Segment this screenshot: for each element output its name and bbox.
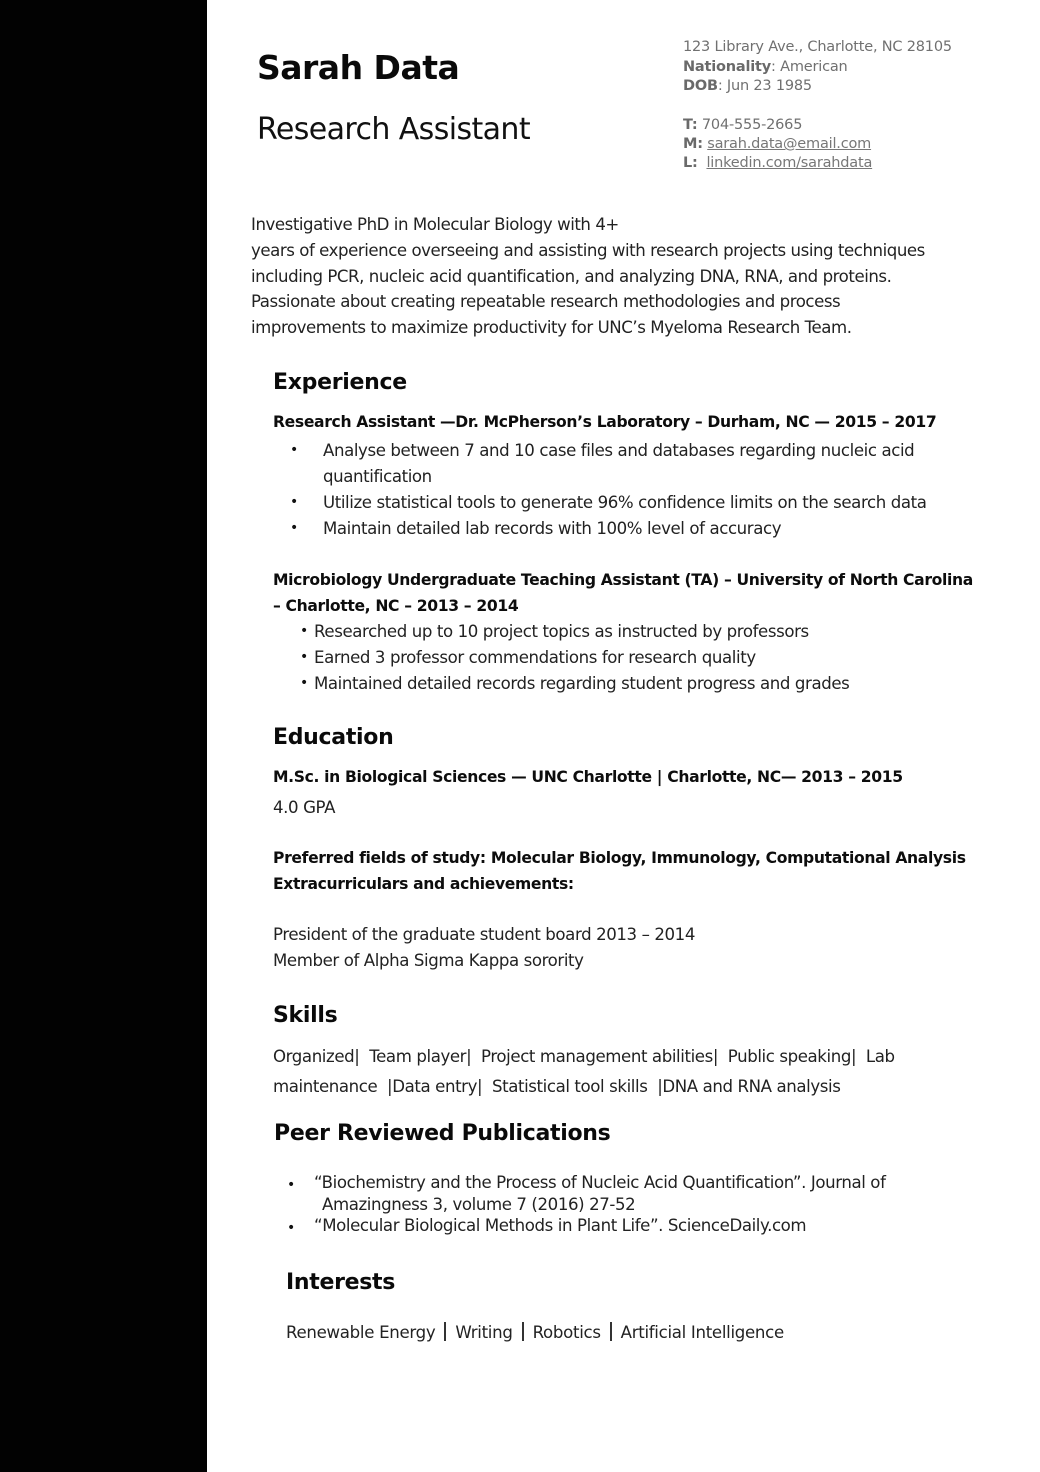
linkedin-label: L: bbox=[683, 155, 698, 171]
job-bullet: Utilize statistical tools to generate 96% confidence limits on the search data bbox=[323, 493, 927, 512]
preferred-fields: Preferred fields of study: Molecular Biology, Immunology, Computational Analysis bbox=[273, 849, 966, 867]
degree: M.Sc. in Biological Sciences — UNC Charlotte | Charlotte, NC— 2013 – 2015 bbox=[273, 768, 903, 786]
job-bullet-continuation: quantification bbox=[323, 467, 432, 486]
interests-heading: Interests bbox=[286, 1270, 396, 1295]
linkedin bbox=[683, 154, 872, 173]
separator bbox=[444, 1322, 446, 1341]
job-title: Research Assistant —Dr. McPherson’s Laboratory – Durham, NC — 2015 – 2017 bbox=[273, 413, 937, 431]
publication-item: “Biochemistry and the Process of Nucleic Acid Quantification”. Journal of bbox=[314, 1173, 886, 1192]
achievement-item: Member of Alpha Sigma Kappa sorority bbox=[273, 951, 584, 970]
address: 123 Library Ave., Charlotte, NC 28105 bbox=[683, 39, 952, 55]
summary-line: Investigative PhD in Molecular Biology with 4+ bbox=[251, 215, 619, 234]
email-link[interactable]: sarah.data@email.com bbox=[707, 136, 872, 152]
candidate-title: Research Assistant bbox=[257, 112, 531, 147]
job-bullet: Earned 3 professor commendations for research quality bbox=[314, 648, 756, 667]
summary-line: improvements to maximize productivity for UNC’s Myeloma Research Team. bbox=[251, 318, 852, 338]
bullet-icon: • bbox=[300, 649, 309, 665]
email-label: M: bbox=[683, 136, 703, 152]
phone bbox=[683, 116, 802, 135]
skills-line: Organized| Team player| Project management abilities| Public speaking| Lab bbox=[273, 1047, 895, 1066]
experience-heading: Experience bbox=[273, 370, 407, 395]
bullet-icon: • bbox=[290, 520, 299, 536]
separator bbox=[610, 1322, 612, 1341]
achievement-item: President of the graduate student board 2013 – 2014 bbox=[273, 925, 695, 944]
summary-line: years of experience overseeing and assisting with research projects using techniques bbox=[251, 240, 925, 260]
email bbox=[683, 135, 871, 154]
skills-list bbox=[273, 1042, 895, 1101]
publication-item: “Molecular Biological Methods in Plant Life”. ScienceDaily.com bbox=[314, 1216, 807, 1235]
left-sidebar-band bbox=[0, 0, 207, 1472]
candidate-name: Sarah Data bbox=[257, 48, 460, 87]
job-bullet: Researched up to 10 project topics as instructed by professors bbox=[314, 622, 809, 641]
interest-item: Writing bbox=[455, 1323, 513, 1342]
skills-line: maintenance |Data entry| Statistical tool skills |DNA and RNA analysis bbox=[273, 1076, 841, 1096]
bullet-icon: • bbox=[287, 1177, 296, 1193]
phone-value: 704-555-2665 bbox=[697, 117, 803, 133]
extracurricular-heading: Extracurriculars and achievements: bbox=[273, 875, 574, 893]
interest-item: Renewable Energy bbox=[286, 1323, 436, 1342]
publication-item-continuation: Amazingness 3, volume 7 (2016) 27-52 bbox=[322, 1195, 636, 1214]
summary-line: Passionate about creating repeatable research methodologies and process bbox=[251, 292, 841, 312]
publications-heading: Peer Reviewed Publications bbox=[274, 1121, 611, 1146]
nationality-label: Nationality bbox=[683, 59, 772, 75]
bullet-icon: • bbox=[300, 675, 309, 691]
interest-item: Artificial Intelligence bbox=[620, 1323, 784, 1342]
summary bbox=[251, 212, 925, 341]
job-title-continuation: – Charlotte, NC – 2013 – 2014 bbox=[273, 597, 519, 615]
separator bbox=[522, 1322, 524, 1341]
job-bullet: Maintain detailed lab records with 100% level of accuracy bbox=[323, 519, 782, 538]
bullet-icon: • bbox=[290, 442, 299, 458]
dob-value: : Jun 23 1985 bbox=[717, 78, 812, 94]
nationality-value: : American bbox=[771, 59, 848, 75]
job-bullet: Analyse between 7 and 10 case files and databases regarding nucleic acid bbox=[323, 441, 915, 460]
bullet-icon: • bbox=[300, 623, 309, 639]
bullet-icon: • bbox=[290, 494, 299, 510]
phone-label: T: bbox=[683, 117, 698, 133]
dob bbox=[683, 77, 812, 96]
dob-label: DOB bbox=[683, 78, 718, 94]
job-title: Microbiology Undergraduate Teaching Assistant (TA) – University of North Carolina bbox=[273, 571, 973, 589]
summary-line: including PCR, nucleic acid quantification, and analyzing DNA, RNA, and proteins. bbox=[251, 266, 892, 286]
interest-item: Robotics bbox=[532, 1323, 601, 1342]
job-bullet: Maintained detailed records regarding student progress and grades bbox=[314, 674, 850, 693]
gpa: 4.0 GPA bbox=[273, 798, 336, 817]
nationality bbox=[683, 58, 848, 77]
education-heading: Education bbox=[273, 725, 394, 750]
linkedin-link[interactable]: linkedin.com/sarahdata bbox=[706, 155, 873, 171]
skills-heading: Skills bbox=[273, 1003, 338, 1028]
interests-list bbox=[286, 1322, 784, 1342]
bullet-icon: • bbox=[287, 1220, 296, 1236]
